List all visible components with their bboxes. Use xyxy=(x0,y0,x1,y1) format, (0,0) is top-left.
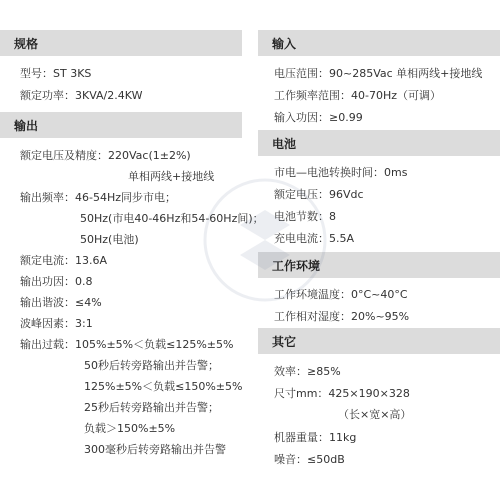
env-temperature: 工作环境温度：0°C~40°C xyxy=(274,288,408,301)
output-frequency: 输出频率：46-54Hz同步市电； xyxy=(20,191,177,204)
spec-section-header xyxy=(0,30,242,56)
output-power-factor: 输出功因：0.8 xyxy=(20,275,93,288)
output-harmonics: 输出谐波：≤4% xyxy=(20,296,102,309)
spec-section-title: 规格 xyxy=(14,37,39,51)
output-overload-line-3: 125%±5%＜负载≤150%±5% xyxy=(84,380,243,393)
battery-rated-voltage: 额定电压：96Vdc xyxy=(274,188,364,201)
output-crest-factor: 波峰因素：3:1 xyxy=(20,317,93,330)
output-frequency-battery: 50Hz(电池) xyxy=(80,233,139,246)
input-voltage-range: 电压范围：90~285Vac 单相两线+接地线 xyxy=(274,67,483,80)
output-voltage: 额定电压及精度：220Vac(1±2%) xyxy=(20,149,191,162)
output-overload-line-5: 负载＞150%±5% xyxy=(84,422,176,435)
spec-rated-power: 额定功率：3KVA/2.4KW xyxy=(20,89,143,102)
output-overload-line-2: 50秒后转旁路输出并告警； xyxy=(84,359,219,372)
input-section-header xyxy=(258,30,500,56)
other-efficiency: 效率：≥85% xyxy=(274,365,341,378)
other-section-title: 其它 xyxy=(272,335,297,349)
battery-section-header xyxy=(258,130,500,156)
output-overload-line-4: 25秒后转旁路输出并告警； xyxy=(84,401,219,414)
other-dimensions: 尺寸mm：425×190×328 xyxy=(274,387,410,400)
env-humidity: 工作相对湿度：20%~95% xyxy=(274,310,410,323)
spec-model: 型号：ST 3KS xyxy=(20,67,92,80)
input-section-title: 输入 xyxy=(272,37,297,51)
output-overload: 输出过载：105%±5%＜负载≤125%±5% xyxy=(20,338,234,351)
output-rated-current: 额定电流：13.6A xyxy=(20,254,108,267)
output-voltage-wiring: 单相两线+接地线 xyxy=(128,170,215,183)
battery-charge-current: 充电电流：5.5A xyxy=(274,232,355,245)
other-section-header xyxy=(258,328,500,354)
env-section-title: 工作环境 xyxy=(272,259,321,273)
input-frequency-range: 工作频率范围：40-70Hz（可调） xyxy=(274,89,442,102)
input-power-factor: 输入功因：≥0.99 xyxy=(274,111,363,124)
battery-count: 电池节数：8 xyxy=(274,210,336,223)
other-weight: 机器重量：11kg xyxy=(274,431,357,444)
output-frequency-range: 50Hz(市电40-46Hz和54-60Hz间)； xyxy=(80,212,264,225)
battery-transfer-time: 市电—电池转换时间：0ms xyxy=(274,166,408,179)
output-overload-line-6: 300毫秒后转旁路输出并告警 xyxy=(84,443,226,456)
env-section-header xyxy=(258,252,500,278)
other-dimensions-legend: （长×宽×高） xyxy=(338,408,412,421)
other-noise: 噪音：≤50dB xyxy=(274,453,345,466)
output-section-header xyxy=(0,112,242,138)
output-section-title: 输出 xyxy=(14,119,39,133)
battery-section-title: 电池 xyxy=(272,137,297,151)
